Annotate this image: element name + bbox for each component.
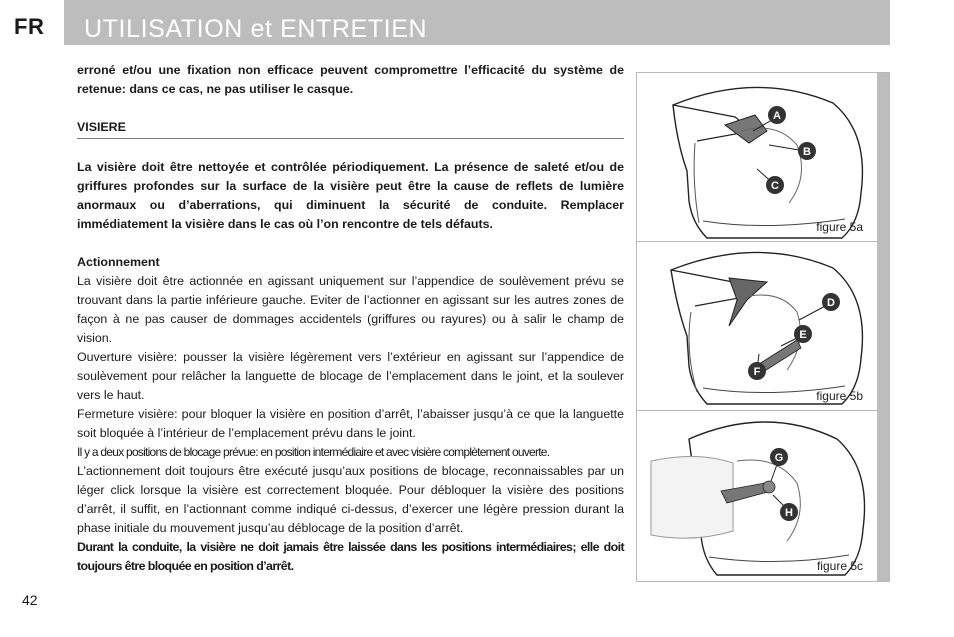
section-title: VISIERE — [77, 120, 126, 134]
figure-caption: figure 5b — [816, 389, 863, 403]
page-title: UTILISATION et ENTRETIEN — [84, 15, 428, 43]
callout-label: H — [785, 507, 793, 519]
main-text — [77, 61, 624, 576]
helmet-drawing-5b — [637, 242, 879, 411]
callout-label: G — [774, 452, 784, 464]
language-code: FR — [14, 14, 45, 39]
callout-label: F — [753, 366, 761, 378]
figure-5a — [637, 73, 879, 242]
callout-label: E — [799, 329, 807, 341]
paragraph-3: Fermeture visière: pour bloquer la visière en position d’arrêt, l’abaisser jusqu’à ce que la languette soit bloquée à l’intérieur de l’emplacement prévu dans le joint. — [77, 407, 624, 440]
callout-label: B — [803, 146, 811, 158]
paragraph-2: Ouverture visière: pousser la visière légèrement vers l’extérieur en agissant sur l’appendice de soulèvement pour relâcher la languette de blocage de l’emplacement dans le joint, et la soulever vers le haut. — [77, 350, 624, 402]
callout-label: C — [771, 180, 779, 192]
figure-caption: figure 5a — [816, 220, 863, 234]
figure-5c — [637, 411, 879, 580]
paragraph-6: Durant la conduite, la visière ne doit jamais être laissée dans les positions intermédiaires; elle doit toujours être bloquée en position d’arrêt. — [77, 540, 624, 573]
page-number: 42 — [22, 592, 38, 608]
figure-5b — [637, 242, 879, 411]
figure-caption: figure 5c — [816, 559, 863, 573]
helmet-drawing-5c — [637, 411, 879, 580]
paragraph-4: Il y a deux positions de blocage prévue: en position intermédiaire et avec visière complètement ouverte. — [77, 445, 550, 459]
warning-paragraph: La visière doit être nettoyée et contrôlée périodiquement. La présence de saleté et/ou de griffures profondes sur la surface de la visière peut être la cause de reflets de lumière anormaux ou d’aberrations, qui diminuent la sécurité de conduite. Remplacer immédiatement la visière dans le cas où l’on rencontre de tels défauts. — [77, 160, 624, 231]
callout-label: A — [773, 110, 781, 122]
header-bar — [64, 0, 890, 45]
callout-label: D — [827, 297, 835, 309]
paragraph-1: La visière doit être actionnée en agissant uniquement sur l’appendice de soulèvement prévu se trouvant dans la partie inférieure gauche. Eviter de l’actionner en agissant sur les autres zones de façon à ne pas causer de dommages accidentels (griffures ou rayures) ou à salir le champ de vision. — [77, 274, 624, 345]
figures-panel — [636, 72, 890, 582]
helmet-drawing-5a — [637, 73, 879, 242]
subsection-title: Actionnement — [77, 255, 160, 269]
paragraph-5: L’actionnement doit toujours être exécuté jusqu’aux positions de blocage, reconnaissables par un léger click lorsque la visière est correctement bloquée. Pour débloquer la visière des positions d’arrêt, il suffit, en l’actionnant comme indiqué ci-dessus, d’exercer une légère pression durant la phase initiale du mouvement jusqu’au déblocage de la position d’arrêt. — [77, 464, 624, 535]
intro-paragraph: erroné et/ou une fixation non efficace peuvent compromettre l’efficacité du système de retenue: dans ce cas, ne pas utiliser le casque. — [77, 63, 624, 96]
